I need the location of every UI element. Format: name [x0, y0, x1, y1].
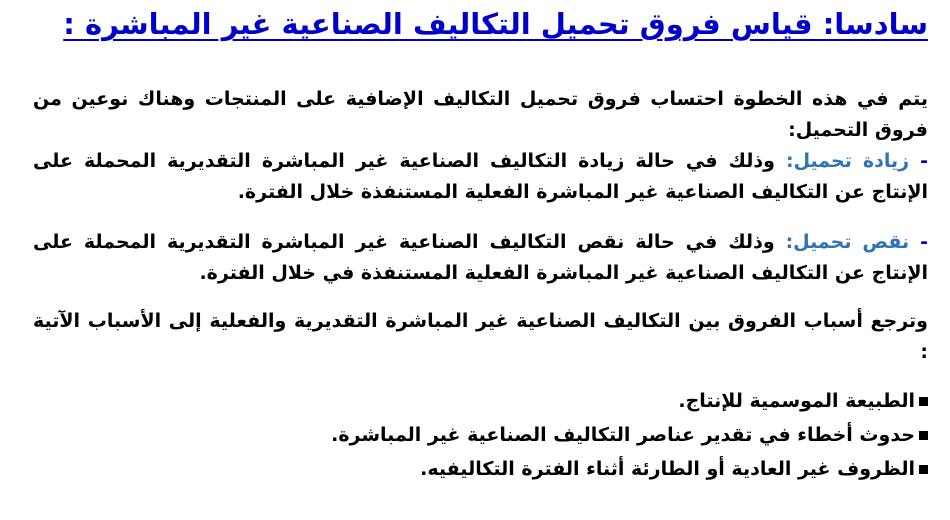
under-applied-paragraph [33, 227, 928, 289]
list-item [33, 452, 928, 486]
under-applied-text: وذلك في حالة نقص التكاليف الصناعية غير المباشرة التقديرية المحملة على الإنتاج عن التكاليف الصناعية غير المباشرة الفعلية المستنفذة في خلال الفترة. [33, 231, 928, 284]
over-applied-text: وذلك في حالة زيادة التكاليف الصناعية غير المباشرة التقديرية المحملة على الإنتاج عن التكاليف الصناعية غير المباشرة الفعلية المستنفذة خلال الفترة. [33, 150, 928, 203]
over-applied-paragraph [33, 146, 928, 208]
section-title: سادسا: قياس فروق تحميل التكاليف الصناعية غير المباشرة : [63, 7, 928, 41]
under-applied-dash: - [920, 231, 928, 253]
square-bullet-icon [919, 431, 928, 440]
causes-intro-paragraph: وترجع أسباب الفروق بين التكاليف الصناعية غير المباشرة التقديرية والفعلية إلى الأسباب الآتية : [33, 310, 928, 363]
square-bullet-icon [919, 397, 928, 406]
intro-paragraph: يتم في هذه الخطوة احتساب فروق تحميل التكاليف الإضافية على المنتجات وهناك نوعين من فروق التحميل: [33, 88, 928, 141]
square-bullet-icon [919, 465, 928, 474]
cause-text: الطبيعة الموسمية للإنتاج. [678, 390, 915, 412]
under-applied-term: نقص تحميل: [785, 231, 910, 253]
causes-list [33, 384, 928, 486]
over-applied-term: زيادة تحميل: [785, 150, 910, 172]
cause-text: الظروف غير العادية أو الطارئة أثناء الفترة التكاليفيه. [420, 458, 915, 480]
over-applied-dash: - [920, 150, 928, 172]
list-item [33, 384, 928, 418]
cause-text: حدوث أخطاء في تقدير عناصر التكاليف الصناعية غير المباشرة. [331, 424, 915, 446]
list-item [33, 418, 928, 452]
